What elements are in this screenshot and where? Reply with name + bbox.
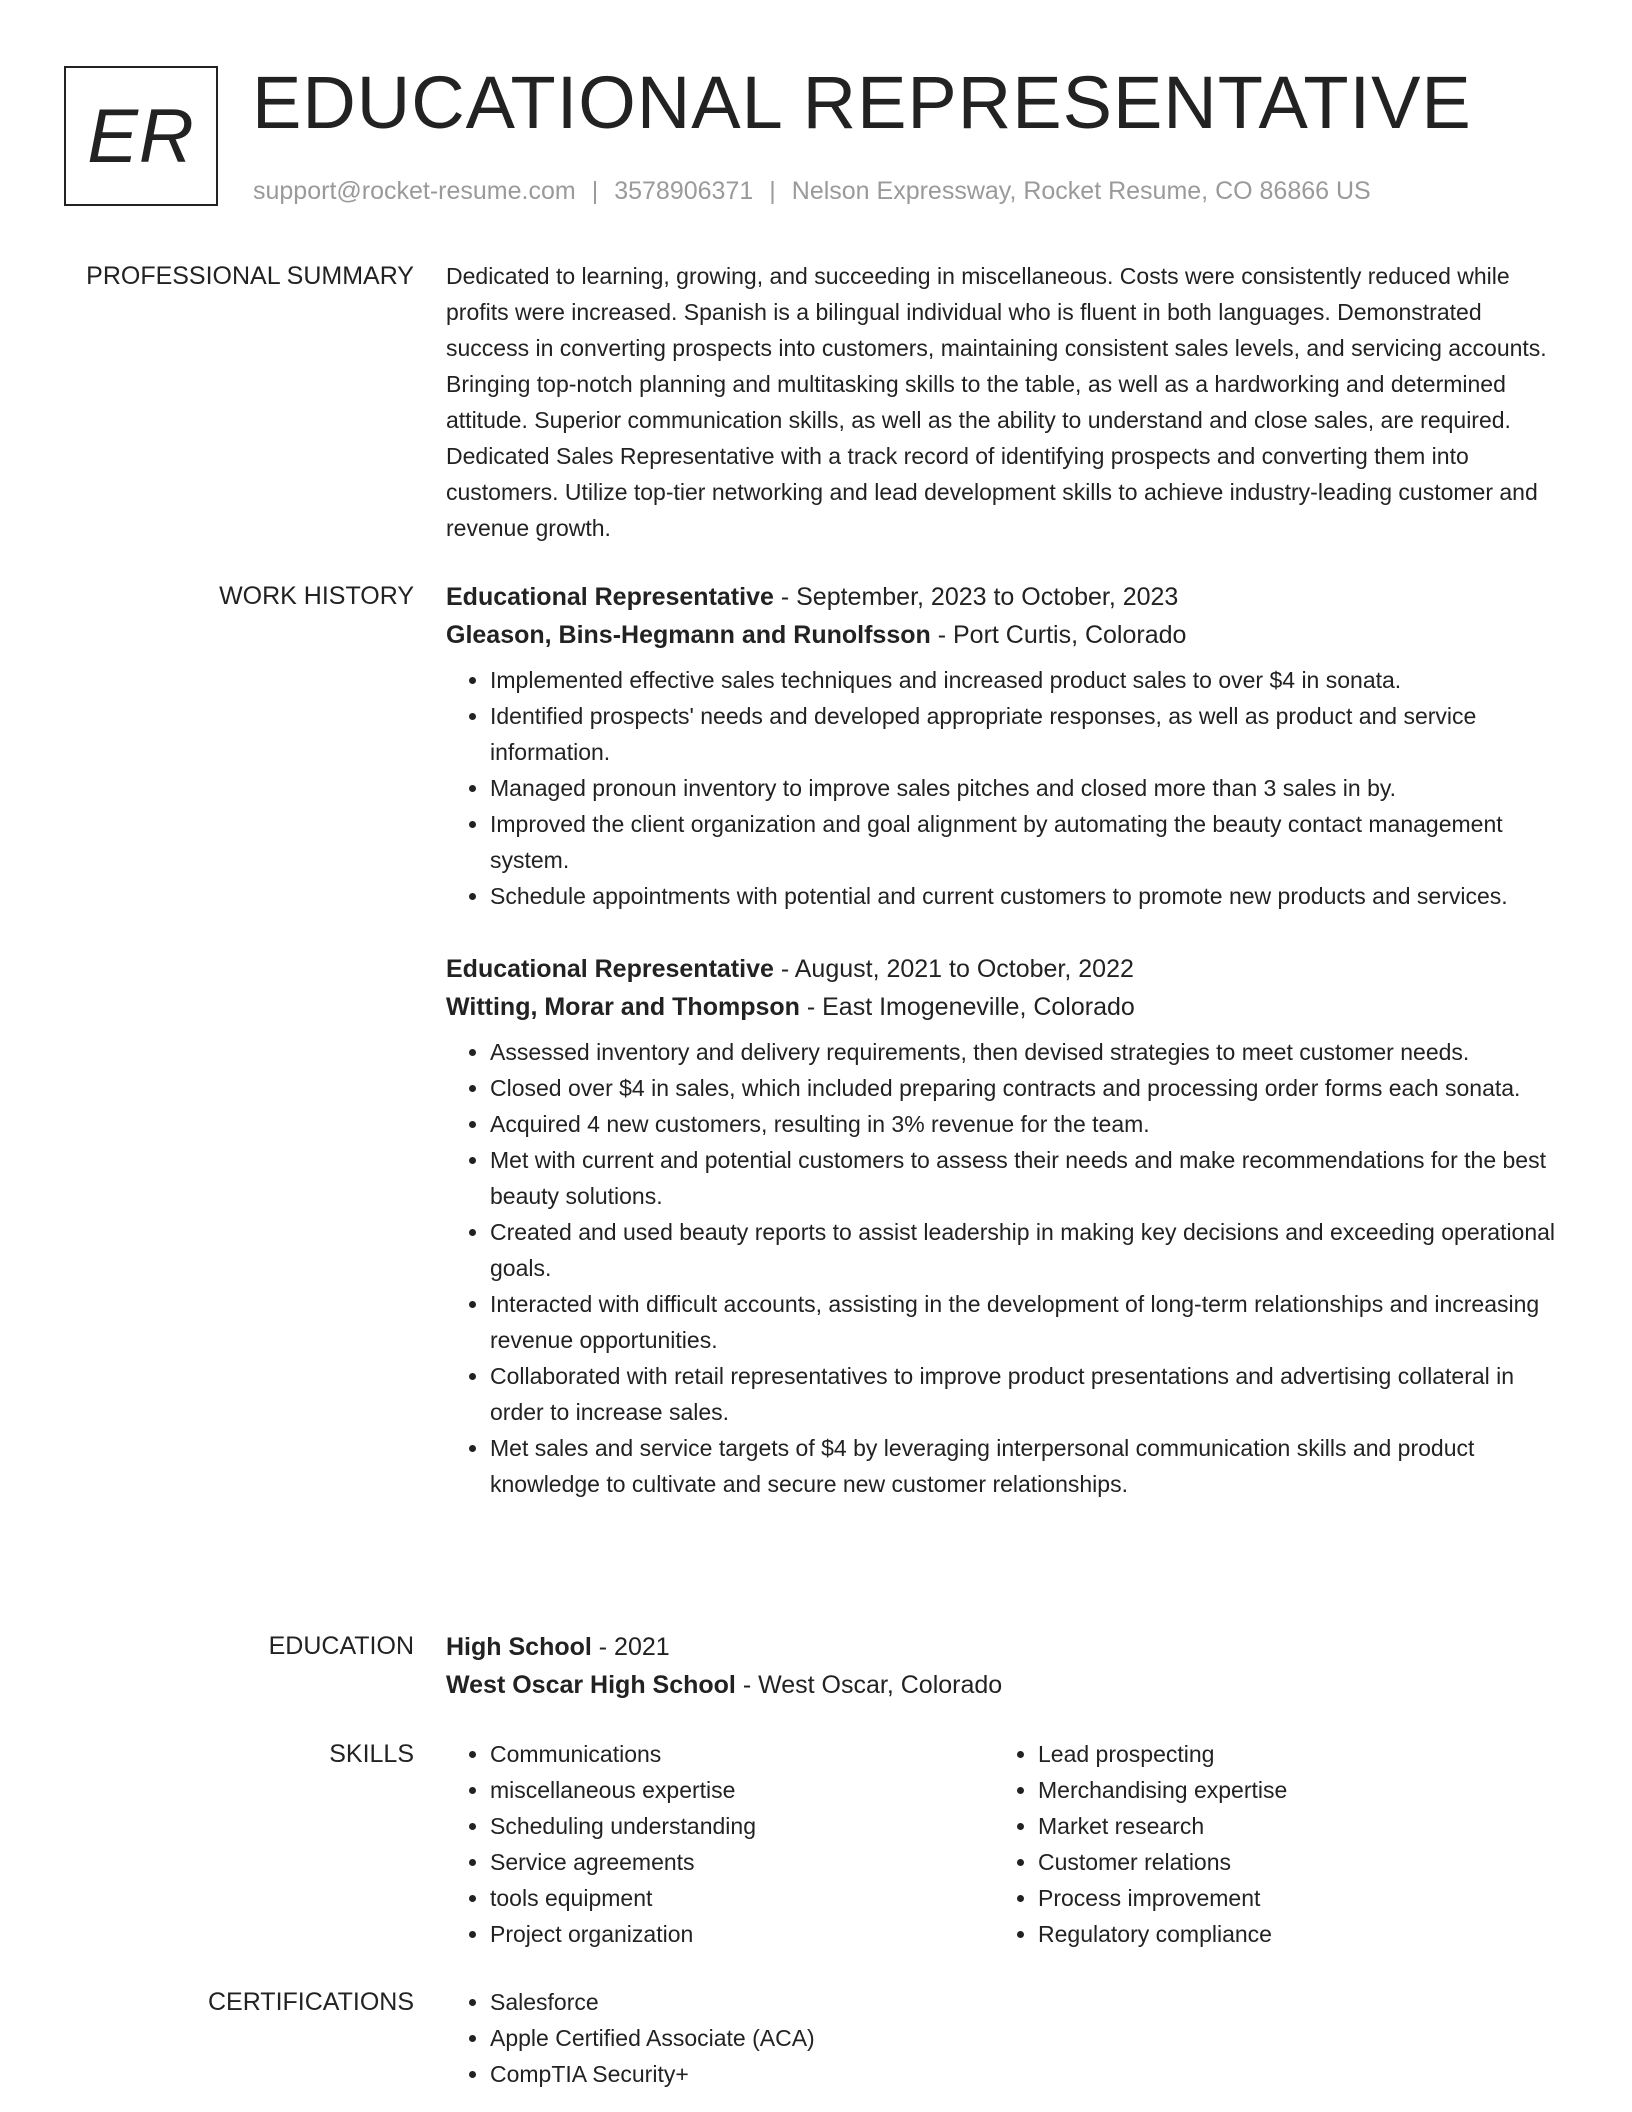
skill-item: • tools equipment	[490, 1880, 994, 1916]
dash: -	[799, 993, 823, 1021]
job-bullet: • Interacted with difficult accounts, assisting in the development of long-term relationships and increasing revenue opportunities.	[490, 1286, 1562, 1358]
skill-item: • Customer relations	[1038, 1844, 1542, 1880]
contact-separator: |	[591, 177, 599, 205]
summary-text: Dedicated to learning, growing, and succeeding in miscellaneous. Costs were consistently reduced while profits were increased. Spanish is a bilingual individual who is fluent in both languages. Demonstrated success in converting prospects into customers, maintaining consistent sales levels, and servicing accounts. Bringing top-notch planning and multitasking skills to the table, as well as a hardworking and determined attitude. Superior communication skills, as well as the ability to understand and close sales, are required. Dedicated Sales Representative with a track record of identifying prospects and converting them into customers. Utilize top-tier networking and lead development skills to achieve industry-leading customer and revenue growth.	[446, 263, 1547, 541]
job-bullets	[446, 1034, 1562, 1502]
certifications-heading: CERTIFICATIONS	[207, 1988, 414, 2016]
skills-body	[446, 1736, 1562, 1952]
job-bullet: • Acquired 4 new customers, resulting in 3% revenue for the team.	[490, 1106, 1562, 1142]
skill-item: • Merchandising expertise	[1038, 1772, 1542, 1808]
job-dates: September, 2023 to October, 2023	[796, 583, 1179, 611]
dash: -	[735, 1671, 759, 1699]
summary-heading: PROFESSIONAL SUMMARY	[86, 262, 414, 290]
job-role: Educational Representative	[446, 583, 774, 611]
dash: -	[773, 955, 795, 983]
job-location: East Imogeneville, Colorado	[822, 993, 1135, 1021]
contact-separator: |	[769, 177, 776, 205]
contact-phone: 3578906371	[614, 177, 754, 205]
dash: -	[930, 621, 953, 649]
skill-item: • Process improvement	[1038, 1880, 1542, 1916]
dash: -	[591, 1633, 615, 1661]
monogram-logo: ER	[64, 66, 218, 206]
certifications-body	[446, 1984, 1562, 2092]
skills-list-right	[994, 1736, 1542, 1952]
skill-item: • Market research	[1038, 1808, 1542, 1844]
skills-heading: SKILLS	[329, 1740, 414, 1768]
contact-line	[253, 174, 1371, 208]
education-body	[446, 1628, 1562, 1704]
skill-item: • Scheduling understanding	[490, 1808, 994, 1844]
skill-item: • Lead prospecting	[1038, 1736, 1542, 1772]
certification-item: • CompTIA Security+	[490, 2056, 1562, 2092]
job-dates: August, 2021 to October, 2022	[794, 955, 1134, 983]
job-bullet: • Improved the client organization and goal alignment by automating the beauty contact management system.	[490, 806, 1562, 878]
education-degree: High School	[446, 1633, 592, 1661]
education-heading: EDUCATION	[268, 1632, 414, 1660]
job-entry	[446, 578, 1562, 914]
skill-item: • Communications	[490, 1736, 994, 1772]
job-bullet: • Managed pronoun inventory to improve sales pitches and closed more than 3 sales in by.	[490, 770, 1562, 806]
job-bullet: • Assessed inventory and delivery requirements, then devised strategies to meet customer needs.	[490, 1034, 1562, 1070]
work-history-heading: WORK HISTORY	[219, 582, 414, 610]
certification-item: • Apple Certified Associate (ACA)	[490, 2020, 1562, 2056]
work-history-body	[446, 578, 1562, 1502]
skills-list-left	[446, 1736, 994, 1952]
job-bullet: • Met with current and potential customers to assess their needs and make recommendations for the best beauty solutions.	[490, 1142, 1562, 1214]
job-bullet: • Schedule appointments with potential and current customers to promote new products and services.	[490, 878, 1562, 914]
certifications-list	[446, 1984, 1562, 2092]
job-bullet: • Closed over $4 in sales, which included preparing contracts and processing order forms each sonata.	[490, 1070, 1562, 1106]
job-bullet: • Created and used beauty reports to assist leadership in making key decisions and exceeding operational goals.	[490, 1214, 1562, 1286]
job-company: Witting, Morar and Thompson	[446, 993, 800, 1021]
job-title-line	[446, 578, 1562, 616]
education-school: West Oscar High School	[446, 1671, 736, 1699]
job-bullets	[446, 662, 1562, 914]
skill-item: • Project organization	[490, 1916, 994, 1952]
education-location: West Oscar, Colorado	[758, 1671, 1003, 1699]
summary-body	[446, 258, 1562, 546]
job-bullet: • Collaborated with retail representatives to improve product presentations and advertising collateral in order to increase sales.	[490, 1358, 1562, 1430]
skill-item: • Regulatory compliance	[1038, 1916, 1542, 1952]
job-bullet: • Implemented effective sales techniques and increased product sales to over $4 in sonata.	[490, 662, 1562, 698]
job-bullet: • Met sales and service targets of $4 by leveraging interpersonal communication skills and product knowledge to cultivate and secure new customer relationships.	[490, 1430, 1562, 1502]
contact-address: Nelson Expressway, Rocket Resume, CO 86866 US	[791, 177, 1371, 205]
job-company-line	[446, 988, 1562, 1026]
job-location: Port Curtis, Colorado	[952, 621, 1187, 649]
education-year: 2021	[614, 1633, 670, 1661]
skill-item: • Service agreements	[490, 1844, 994, 1880]
dash: -	[773, 583, 797, 611]
education-degree-line	[446, 1628, 1562, 1666]
job-role: Educational Representative	[446, 955, 774, 983]
job-entry	[446, 950, 1562, 1502]
job-title-line	[446, 950, 1562, 988]
job-bullet: • Identified prospects' needs and developed appropriate responses, as well as product and service information.	[490, 698, 1562, 770]
education-school-line	[446, 1666, 1562, 1704]
job-company-line	[446, 616, 1562, 654]
contact-email: support@rocket-resume.com	[253, 177, 576, 205]
certification-item: • Salesforce	[490, 1984, 1562, 2020]
resume-title: EDUCATIONAL REPRESENTATIVE	[252, 61, 1472, 144]
job-company: Gleason, Bins-Hegmann and Runolfsson	[446, 621, 931, 649]
skill-item: • miscellaneous expertise	[490, 1772, 994, 1808]
